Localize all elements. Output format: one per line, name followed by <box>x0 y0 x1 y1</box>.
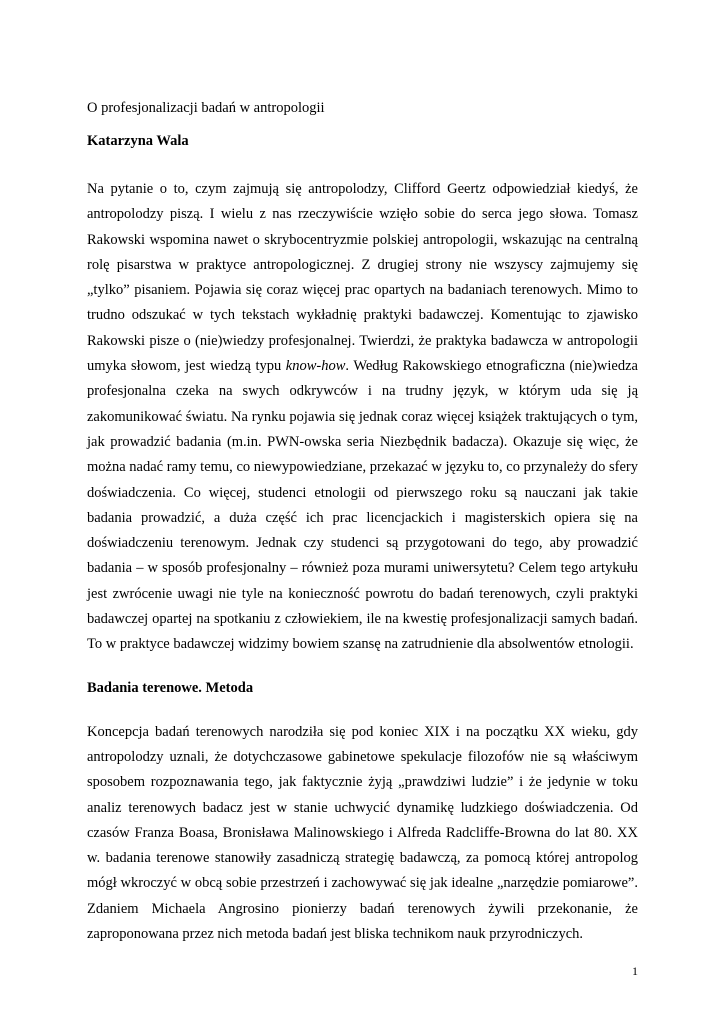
intro-paragraph <box>87 177 638 658</box>
intro-paragraph-part1: Na pytanie o to, czym zajmują się antropolodzy, Clifford Geertz odpowiedział kiedyś, że antropolodzy piszą. I wielu z nas rzeczywiście wzięło sobie do serca jego słowa. Tomasz Rakowski wspomina nawet o skrybocentryzmie polskiej antropologii, wskazując na centralną rolę pisarstwa w praktyce antropologicznej. Z drugiej strony nie wszyscy zajmujemy się „tylko” pisaniem. Pojawia się coraz więcej prac opartych na badaniach terenowych. Mimo to trudno odszukać w tych tekstach wykładnię praktyki badawczej. Komentując to zjawisko Rakowski pisze o (nie)wiedzy profesjonalnej. Twierdzi, że praktyka badawcza w antropologii umyka słowom, jest wiedzą typu <box>87 181 638 375</box>
section-paragraph: Koncepcja badań terenowych narodziła się pod koniec XIX i na początku XX wieku, gdy antropolodzy uznali, że dotychczasowe gabinetowe spekulacje filozofów nie są właściwym sposobem rozpoznawania tego, jak faktycznie żyją „prawdziwi ludzie” i że jedynie w toku analiz terenowych badacz jest w stanie uchwycić dynamikę ludzkiego doświadczenia. Od czasów Franza Boasa, Bronisława Malinowskiego i Alfreda Radcliffe-Browna do lat 80. XX w. badania terenowe stanowiły zasadniczą strategię badawczą, za pomocą której antropolog mógł wkroczyć w obcą sobie przestrzeń i zachowywać się jak idealne „narzędzie pomiarowe”. Zdaniem Michaela Angrosino pionierzy badań terenowych żywili przekonanie, że zaproponowana przez nich metoda badań jest bliska technikom nauk przyrodniczych. <box>87 723 638 943</box>
document-title: O profesjonalizacji badań w antropologii <box>87 100 325 116</box>
author-name: Katarzyna Wala <box>87 133 189 149</box>
page-content <box>87 99 638 947</box>
section-heading: Badania terenowe. Metoda <box>87 679 254 696</box>
page-number: 1 <box>632 964 638 978</box>
intro-paragraph-emphasis: know-how <box>285 358 346 375</box>
intro-paragraph-part2: . Według Rakowskiego etnograficzna (nie)wiedza profesjonalna czeka na swych odkrywców i na trudny język, w którym uda się ją zakomunikować światu. Na rynku pojawia się jednak coraz więcej książek traktujących o tym, jak prowadzić badania (m.in. PWN-owska seria Niezbędnik badacza). Okazuje się więc, że można nadać ramy temu, co niewypowiedziane, przekazać w języku to, co przynależy do sfery doświadczenia. Co więcej, studenci etnologii od pierwszego roku są nauczani jak takie badania prowadzić, a duża część ich prac licencjackich i magisterskich opiera się na doświadczeniu terenowym. Jednak czy studenci są przygotowani do tego, aby prowadzić badania – w sposób profesjonalny – również poza murami uniwersytetu? Celem tego artykułu jest zwrócenie uwagi nie tyle na konieczność powrotu do badań terenowych, czyli praktyki badawczej opartej na spotkaniu z człowiekiem, ile na kwestię profesjonalizacji samych badań. To w praktyce badawczej widzimy bowiem szansę na zatrudnienie dla absolwentów etnologii. <box>87 358 638 653</box>
